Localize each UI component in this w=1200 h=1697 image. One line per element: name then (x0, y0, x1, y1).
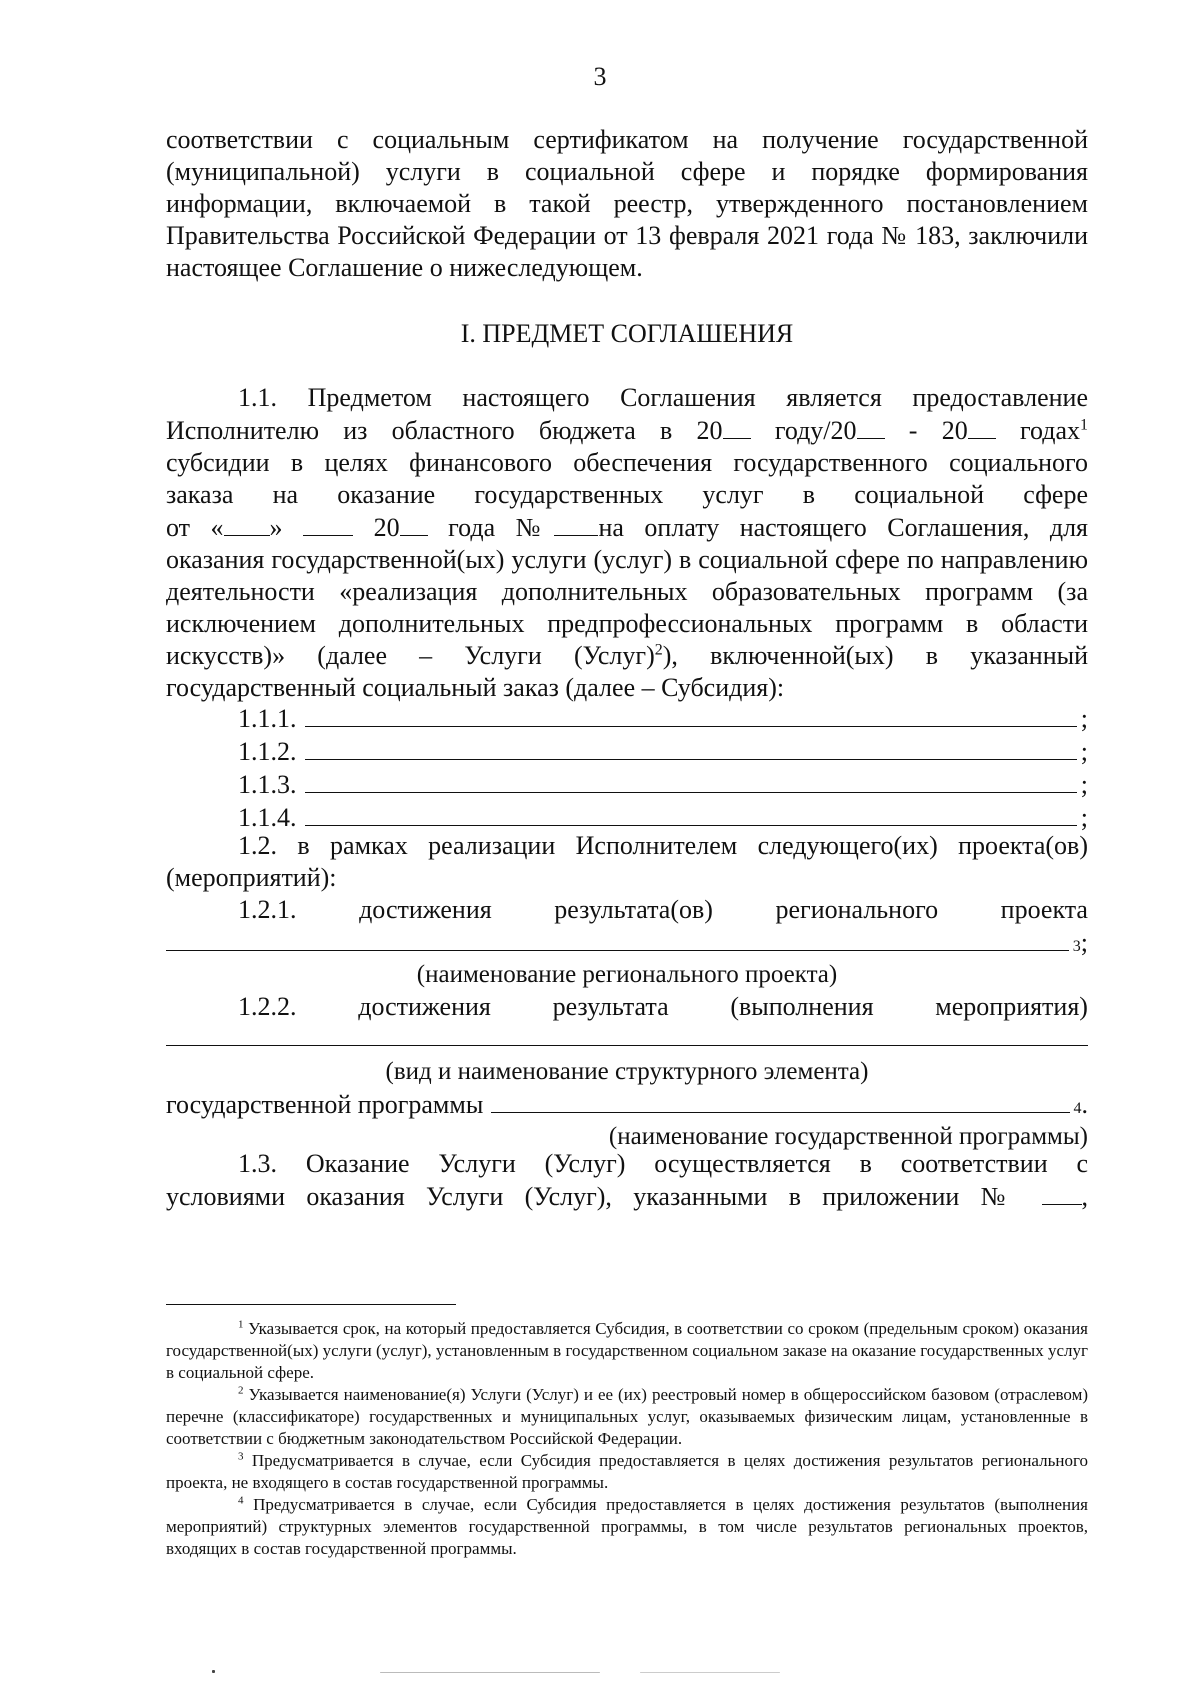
program-line: государственной программы 4 . (166, 1090, 1088, 1119)
blank-line (491, 1088, 1069, 1113)
footnote-ref-2: 2 (654, 641, 663, 659)
sub-item: 1.1.1. ; (238, 704, 1088, 733)
paragraph-1-2 (166, 830, 1088, 1153)
section-title: I. ПРЕДМЕТ СОГЛАШЕНИЯ (460, 319, 794, 348)
caption-state-program: (наименование государственной программы) (608, 1123, 1088, 1150)
paragraph-1-3 (166, 1148, 1088, 1213)
p1-1-line2: Исполнителю из областного бюджета в 20 году/20 - 20 годах$^1$ (166, 416, 1088, 445)
blank-line (305, 702, 1077, 727)
p1-2-text: 1.2. в рамках реализации Исполнителем следующего(их) проекта(ов) (мероприятий): (166, 831, 1088, 892)
caption-regional-project: (наименование регионального проекта) (416, 961, 838, 988)
footnote-1: $^1$ Указывается срок, на который предоставляется Субсидия, в соответствии со сроком (предельным сроком) оказания государственной(ых) услуги (услуг), установленным в государственном социальном заказе на оказание государственных услуг в социальной сфере. (166, 1318, 1089, 1382)
page-number: 3 (593, 62, 607, 91)
intro-paragraph: соответствии с социальным сертификатом на получение государственной (муниципальной) услуги в социальной сфере и порядке формирования информации, включаемой в такой реестр, утвержденного постановлением Правительства Российской Федерации от 13 февраля 2021 года № 183, заключили настоящее Соглашение о нижеследующем. (166, 125, 1088, 282)
sub-item: 1.1.4. ; (238, 803, 1088, 832)
p1-1-line5: от « » 20 года № на оплату настоящего Соглашения, для (166, 513, 1089, 542)
footnote-ref-1: 1 (1080, 416, 1088, 434)
blank-line (305, 735, 1077, 760)
blank-line (166, 1023, 1088, 1046)
p1-3-line2: условиями оказания Услуги (Услуг), указанными в приложении № , (166, 1182, 1088, 1211)
caption-structural-element: (вид и наименование структурного элемента) (385, 1058, 869, 1085)
paragraph-1-1 (166, 382, 1088, 704)
sub-items-list (166, 702, 1088, 834)
blank-line (305, 801, 1077, 826)
sub-item: 1.1.3. ; (238, 770, 1088, 799)
footnotes (166, 1318, 1088, 1560)
item-1-2-2: 1.2.2. достижения результата (выполнения мероприятия) (238, 992, 1088, 1021)
regional-project-line: 3 ; (166, 926, 1088, 959)
p1-1-line1: 1.1. Предметом настоящего Соглашения является предоставление (238, 383, 1088, 412)
p1-3-line1: 1.3. Оказание Услуги (Услуг) осуществляется в соответствии с (238, 1149, 1088, 1178)
scan-artifact (640, 1672, 780, 1673)
item-1-2-1: 1.2.1. достижения результата(ов) регионального проекта (238, 895, 1088, 924)
footnote-3: $^3$ Предусматривается в случае, если Субсидия предоставляется в целях достижения результатов регионального проекта, не входящего в состав государственной программы. (166, 1450, 1088, 1492)
sub-item: 1.1.2. ; (238, 737, 1088, 766)
footnote-2: $^2$ Указывается наименование(я) Услуги (Услуг) и ее (их) реестровый номер в общероссийском базовом (отраслевом) перечне (классификаторе) государственных и муниципальных услуг, оказываемых физическим лицам, установленные в соответствии с бюджетным законодательством Российской Федерации. (166, 1384, 1088, 1448)
p1-1-rest: оказания государственной(ых) услуги (услуг) в социальной сфере по направлению деятельности «реализация дополнительных образовательных программ (за исключением дополнительных предпрофессиональных программ в области искусств)» (далее – Услуги (Услуг)$^2$), включенной(ых) в указанный государственный социальный заказ (далее – Субсидия): (166, 545, 1088, 702)
footnote-4: $^4$ Предусматривается в случае, если Субсидия предоставляется в целях достижения результатов (выполнения мероприятий) структурных элементов государственной программы, в том числе результатов региональных проектов, входящих в состав государственной программы. (166, 1494, 1089, 1558)
p1-1-line3: субсидии в целях финансового обеспечения государственного социального (166, 448, 1088, 477)
blank-line (166, 926, 1069, 951)
blank-line (305, 768, 1077, 793)
footnote-separator (166, 1304, 456, 1305)
scan-artifact (380, 1672, 600, 1673)
scan-artifact (212, 1670, 215, 1673)
p1-1-line4: заказа на оказание государственных услуг в социальной сфере (166, 480, 1088, 509)
